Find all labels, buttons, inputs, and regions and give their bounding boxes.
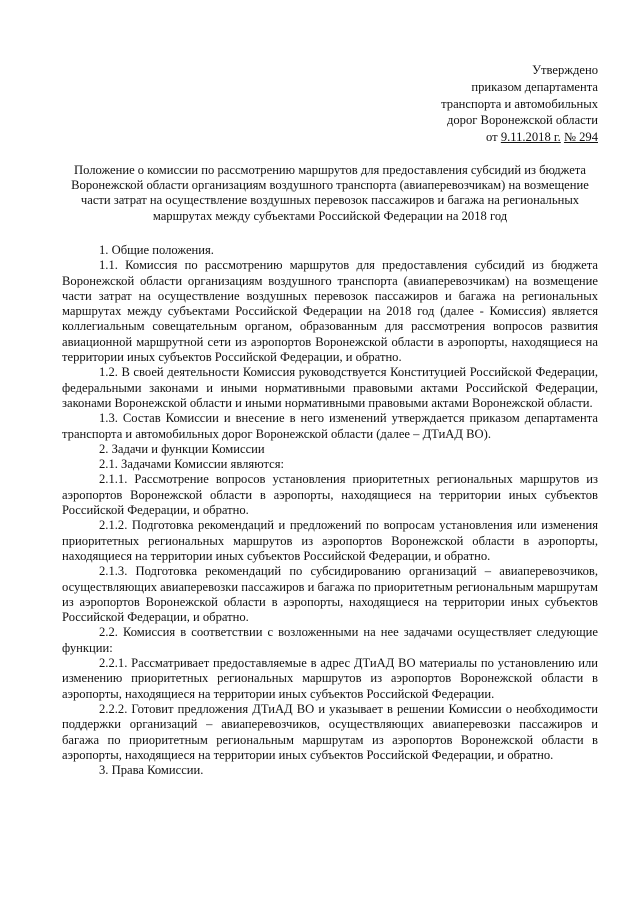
paragraph-2-1-3: 2.1.3. Подготовка рекомендаций по субсидированию организаций – авиаперевозчиков, осуществляющих авиаперевозки пассажиров и багажа по приоритетным региональным маршрутам из аэропортов Воронежской области в аэропорты, находящиеся на территории иных субъектов Российской Федерации, и обратно.: [62, 564, 598, 625]
approval-line: Утверждено: [532, 63, 598, 77]
approval-line: приказом департамента: [471, 79, 598, 94]
paragraph-1-1: 1.1. Комиссия по рассмотрению маршрутов для предоставления субсидий из бюджета Воронежской области организациям воздушного транспорта (авиаперевозчикам) на возмещение части затрат на осуществление воздушных перевозок пассажиров и багажа на региональных маршрутах между субъектами Российской Федерации на 2018 год (далее - Комиссия) является коллегиальным совещательным органом, образованным для рассмотрения вопросов развития авиационной маршрутной сети из аэропортов Воронежской области в аэропорты, находящиеся на территории иных субъектов Российской Федерации, и обратно.: [62, 258, 598, 365]
approval-line: транспорта и автомобильных: [441, 96, 598, 111]
section-heading-3: 3. Права Комиссии.: [99, 763, 204, 778]
paragraph-2-2: 2.2. Комиссия в соответствии с возложенными на нее задачами осуществляет следующие функции:: [62, 625, 598, 655]
approval-stamp: [368, 62, 598, 146]
approval-number: № 294: [563, 130, 598, 145]
approval-line: дорог Воронежской области: [446, 113, 598, 128]
approval-date-prefix: от: [486, 130, 501, 145]
title-line: Положение о комиссии по рассмотрению маршрутов для предоставления субсидий из бюджета: [73, 163, 587, 177]
paragraph-2-1: 2.1. Задачами Комиссии являются:: [99, 457, 284, 472]
paragraph-2-1-1: 2.1.1. Рассмотрение вопросов установления приоритетных региональных маршрутов из аэропортов Воронежской области в аэропорты, находящиеся на территории иных субъектов Российской Федерации, и обратно.: [62, 472, 598, 518]
approval-date-line: [368, 129, 598, 146]
title-line: маршрутах между субъектами Российской Федерации на 2018 год: [152, 208, 508, 223]
section-heading-2: 2. Задачи и функции Комиссии: [99, 441, 265, 456]
paragraph-2-1-2: 2.1.2. Подготовка рекомендаций и предложений по вопросам установления или изменения приоритетных региональных маршрутов из аэропортов Воронежской области в аэропорты, находящиеся на территории иных субъектов Российской Федерации, и обратно.: [62, 518, 598, 563]
paragraph-1-3: 1.3. Состав Комиссии и внесение в него изменений утверждается приказом департамента транспорта и автомобильных дорог Воронежской области (далее – ДТиАД ВО).: [62, 411, 598, 441]
paragraph-2-2-1: 2.2.1. Рассматривает предоставляемые в адрес ДТиАД ВО материалы по установлению или изменению приоритетных региональных маршрутов из аэропортов Воронежской области в аэропорты, находящиеся на территории иных субъектов Российской Федерации.: [62, 656, 598, 701]
paragraph-2-2-2: 2.2.2. Готовит предложения ДТиАД ВО и указывает в решении Комиссии о необходимости поддержки организаций – авиаперевозчиков, осуществляющих авиаперевозки пассажиров и багажа по приоритетным региональным маршрутам из аэропортов Воронежской области в аэропорты, находящиеся на территории иных субъектов Российской Федерации, и обратно.: [62, 701, 598, 762]
document-body: [62, 243, 598, 778]
title-line: Воронежской области организациям воздушного транспорта (авиаперевозчикам) на возмещение: [71, 178, 589, 193]
title-line: части затрат на осуществление воздушных перевозок пассажиров и багажа на региональных: [80, 193, 580, 208]
paragraph-1-2: 1.2. В своей деятельности Комиссия руководствуется Конституцией Российской Федерации, федеральными законами и иными нормативными правовыми актами Российской Федерации, законами Воронежской области и иными нормативными правовыми актами Воронежской области.: [62, 365, 598, 410]
approval-date: 9.11.2018 г.: [500, 130, 561, 145]
section-heading-1: 1. Общие положения.: [99, 243, 214, 257]
document-title: [60, 163, 600, 224]
